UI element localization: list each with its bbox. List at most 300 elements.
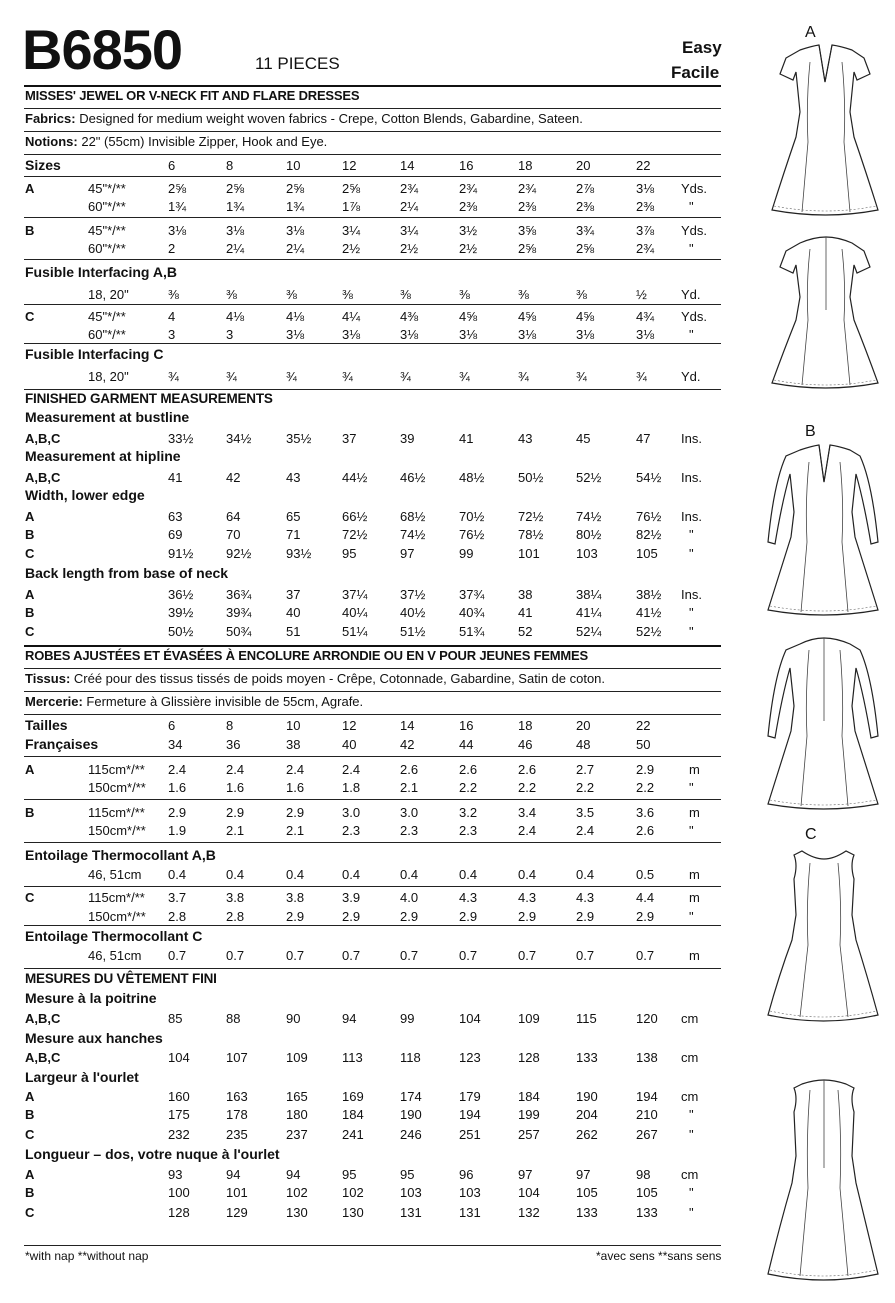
measurement-heading: Back length from base of neck [25, 565, 229, 581]
fr-cell: 2.9 [636, 762, 655, 777]
fr-fin-cell: 103 [459, 1185, 481, 1200]
fr-cell: 2.4 [286, 762, 305, 777]
en-fin-cell: 97 [400, 546, 415, 561]
en-fin-cell: 39¾ [226, 605, 252, 620]
fr-fin-cell: 104 [518, 1185, 540, 1200]
en-fin-cell: 41½ [636, 605, 662, 620]
en-fin-unit: " [689, 605, 694, 620]
en-fin-unit: Ins. [681, 470, 702, 485]
fr-fin-cell: 204 [576, 1107, 598, 1122]
fr-fin-cell: 235 [226, 1127, 248, 1142]
en-cell: 4⅝ [459, 309, 478, 324]
fr-fin-cell: 179 [459, 1089, 481, 1104]
en-fin-cell: 51¾ [459, 624, 485, 639]
en-fin-row-label: A [25, 587, 35, 602]
fr-cell: 0.7 [168, 948, 187, 963]
dress-c-back-illustration [762, 1078, 882, 1284]
measurement-heading: Longueur – dos, votre nuque à l'ourlet [25, 1146, 280, 1162]
en-fin-cell: 41 [518, 605, 533, 620]
fr-fin-cell: 123 [459, 1050, 481, 1065]
en-cell: 3⅛ [226, 223, 245, 238]
fr-fin-cell: 98 [636, 1167, 651, 1182]
fr-fin-unit: " [689, 1107, 694, 1122]
header-rule [24, 85, 721, 87]
fr-cell: 2.2 [459, 780, 478, 795]
fr-fin-cell: 232 [168, 1127, 190, 1142]
en-cell: 4⅜ [400, 309, 419, 324]
fr-unit: " [689, 780, 694, 795]
fr-fin-cell: 133 [576, 1050, 598, 1065]
fr-cell: 3.0 [400, 805, 419, 820]
en-fin-cell: 63 [168, 509, 183, 524]
francaise-header: 38 [286, 737, 301, 752]
en-fin-cell: 80½ [576, 527, 602, 542]
fr-fin-row-label: A,B,C [25, 1050, 61, 1065]
fr-fin-cell: 160 [168, 1089, 190, 1104]
en-fin-cell: 37 [342, 431, 357, 446]
fr-fin-cell: 251 [459, 1127, 481, 1142]
en-cell: 2 [168, 241, 176, 256]
fr-fin-row-label: B [25, 1107, 35, 1122]
en-fin-cell: 50¾ [226, 624, 252, 639]
fr-cell: 2.3 [342, 823, 361, 838]
fr-cell: 0.4 [518, 867, 537, 882]
en-unit: " [689, 199, 694, 214]
fabrics-line [25, 111, 583, 126]
en-fin-cell: 52½ [636, 624, 662, 639]
rule [24, 799, 721, 800]
measurement-heading: Mesure aux hanches [25, 1030, 163, 1046]
fr-unit: " [689, 909, 694, 924]
fr-fin-cell: 105 [636, 1185, 658, 1200]
fr-fin-cell: 118 [400, 1050, 421, 1065]
rule [24, 925, 721, 926]
en-width-label: 60"*/** [88, 199, 126, 214]
fr-unit: m [689, 805, 700, 820]
fr-row-label: A [25, 762, 35, 777]
fr-cell: 0.7 [576, 948, 595, 963]
en-fin-unit: Ins. [681, 509, 702, 524]
en-fin-unit: " [689, 527, 694, 542]
en-cell: 2⅝ [226, 181, 245, 196]
fr-width-label: 46, 51cm [88, 948, 142, 963]
fr-cell: 1.6 [286, 780, 305, 795]
fr-cell: 2.8 [168, 909, 187, 924]
en-cell: ⅜ [576, 287, 587, 302]
fr-fin-cell: 241 [342, 1127, 364, 1142]
fr-cell: 2.2 [518, 780, 537, 795]
en-fin-row-label: A,B,C [25, 431, 61, 446]
fr-fin-cell: 97 [576, 1167, 591, 1182]
en-fin-cell: 70 [226, 527, 241, 542]
en-fin-cell: 47 [636, 431, 651, 446]
fr-cell: 3.5 [576, 805, 595, 820]
fr-width-label: 115cm*/** [88, 762, 145, 777]
mercerie-line [25, 694, 363, 709]
en-cell: 3¼ [342, 223, 361, 238]
fr-fin-cell: 131 [400, 1205, 422, 1220]
en-fin-cell: 52¼ [576, 624, 602, 639]
francaises-label: Françaises [25, 736, 99, 752]
en-fin-cell: 44½ [342, 470, 368, 485]
fr-fin-cell: 130 [342, 1205, 364, 1220]
en-fin-unit: Ins. [681, 587, 702, 602]
fr-width-label: 46, 51cm [88, 867, 142, 882]
en-cell: 2⅝ [576, 241, 595, 256]
en-cell: 3⅛ [286, 223, 305, 238]
en-cell: 4⅝ [576, 309, 595, 324]
en-unit: Yd. [681, 287, 701, 302]
en-width-label: 45"*/** [88, 309, 126, 324]
en-unit: Yds. [681, 223, 708, 238]
fr-cell: 0.4 [400, 867, 419, 882]
section-heading: Entoilage Thermocollant A,B [25, 847, 216, 863]
fr-cell: 2.4 [226, 762, 245, 777]
fr-row-label: B [25, 805, 35, 820]
en-cell: 3⅛ [400, 327, 419, 342]
fabrics-text: Designed for medium weight woven fabrics - Crepe, Cotton Blends, Gabardine, Sateen. [79, 111, 583, 126]
en-fin-cell: 35½ [286, 431, 312, 446]
en-fin-cell: 95 [342, 546, 357, 561]
en-fin-cell: 66½ [342, 509, 368, 524]
fr-fin-cell: 105 [576, 1185, 598, 1200]
en-fin-row-label: B [25, 527, 35, 542]
en-cell: 3⅛ [459, 327, 478, 342]
fr-fin-cell: 94 [342, 1011, 357, 1026]
notions-text: 22" (55cm) Invisible Zipper, Hook and Eye. [81, 134, 328, 149]
en-cell: ¾ [400, 369, 411, 384]
mercerie-text: Fermeture à Glissière invisible de 55cm, Agrafe. [86, 694, 364, 709]
fr-fin-row-label: A [25, 1167, 35, 1182]
size-header: 12 [342, 158, 357, 173]
dress-a-front-illustration [762, 42, 882, 217]
fr-cell: 2.4 [168, 762, 187, 777]
en-row-label: B [25, 223, 35, 238]
fr-cell: 4.3 [518, 890, 537, 905]
taille-header: 18 [518, 718, 533, 733]
fr-fin-cell: 133 [576, 1205, 598, 1220]
en-fin-cell: 48½ [459, 470, 485, 485]
fr-fin-cell: 95 [400, 1167, 415, 1182]
fr-cell: 2.6 [400, 762, 419, 777]
en-row-label: C [25, 309, 35, 324]
en-fin-cell: 78½ [518, 527, 544, 542]
en-fin-cell: 54½ [636, 470, 662, 485]
en-fin-cell: 101 [518, 546, 540, 561]
en-cell: 3 [168, 327, 176, 342]
en-fin-cell: 45 [576, 431, 591, 446]
en-cell: 3⅛ [636, 181, 655, 196]
en-fin-cell: 52 [518, 624, 533, 639]
difficulty-en: Easy [682, 38, 722, 57]
en-fin-row-label: A [25, 509, 35, 524]
en-fin-cell: 36½ [168, 587, 194, 602]
fr-fin-cell: 194 [636, 1089, 658, 1104]
rule [24, 668, 721, 669]
fr-cell: 1.9 [168, 823, 187, 838]
size-header: 18 [518, 158, 533, 173]
fr-cell: 1.6 [168, 780, 187, 795]
fr-cell: 3.2 [459, 805, 478, 820]
rule [24, 259, 721, 260]
en-cell: 2½ [459, 241, 478, 256]
rule [24, 714, 721, 715]
en-fin-cell: 38 [518, 587, 533, 602]
fr-fin-cell: 97 [518, 1167, 533, 1182]
en-fin-cell: 39½ [168, 605, 194, 620]
fr-cell: 2.9 [286, 909, 305, 924]
en-fin-cell: 70½ [459, 509, 485, 524]
en-fin-cell: 72½ [342, 527, 368, 542]
tissus-text: Créé pour des tissus tissés de poids moyen - Crêpe, Cotonnade, Gabardine, Satin de coton. [73, 671, 606, 686]
en-row-label: A [25, 181, 35, 196]
taille-header: 10 [286, 718, 301, 733]
francaise-header: 36 [226, 737, 241, 752]
difficulty-fr: Facile [671, 63, 720, 82]
en-cell: 2¾ [400, 181, 419, 196]
title-en: MISSES' JEWEL OR V-NECK FIT AND FLARE DRESSES [25, 88, 360, 103]
fr-fin-cell: 257 [518, 1127, 540, 1142]
en-cell: 2¼ [400, 199, 419, 214]
fr-fin-cell: 129 [226, 1205, 248, 1220]
fr-fin-cell: 90 [286, 1011, 301, 1026]
en-fin-cell: 105 [636, 546, 658, 561]
rule [24, 108, 721, 109]
en-cell: 3⅛ [286, 327, 305, 342]
en-cell: 2⅜ [459, 199, 478, 214]
en-cell: 3½ [459, 223, 478, 238]
fr-cell: 2.2 [636, 780, 655, 795]
notions-label: Notions: [25, 134, 78, 149]
fr-fin-cell: 104 [459, 1011, 481, 1026]
fr-cell: 0.7 [342, 948, 361, 963]
en-cell: ⅜ [286, 287, 297, 302]
fr-fin-cell: 99 [400, 1011, 415, 1026]
size-header: 10 [286, 158, 301, 173]
fr-fin-row-label: A [25, 1089, 35, 1104]
fr-cell: 1.6 [226, 780, 245, 795]
fr-fin-row-label: B [25, 1185, 35, 1200]
en-fin-cell: 50½ [518, 470, 544, 485]
fr-width-label: 150cm*/** [88, 780, 146, 795]
fr-cell: 3.4 [518, 805, 537, 820]
fr-fin-unit: " [689, 1205, 694, 1220]
taille-header: 20 [576, 718, 591, 733]
en-fin-cell: 43 [286, 470, 301, 485]
fr-fin-row-label: A,B,C [25, 1011, 61, 1026]
fr-fin-cell: 184 [518, 1089, 540, 1104]
fr-cell: 4.0 [400, 890, 419, 905]
fr-cell: 0.7 [636, 948, 655, 963]
fr-cell: 2.9 [636, 909, 655, 924]
pieces-count: 11 PIECES [255, 54, 340, 73]
en-cell: 2⅞ [576, 181, 595, 196]
rule [24, 343, 721, 344]
en-fin-cell: 38½ [636, 587, 662, 602]
fr-cell: 2.4 [518, 823, 537, 838]
fr-cell: 0.7 [226, 948, 245, 963]
notions-line [25, 134, 327, 149]
fr-fin-cell: 210 [636, 1107, 658, 1122]
fr-cell: 2.4 [576, 823, 595, 838]
en-fin-cell: 74½ [576, 509, 602, 524]
en-cell: 2⅜ [636, 199, 655, 214]
fr-fin-cell: 85 [168, 1011, 183, 1026]
fr-cell: 0.7 [286, 948, 305, 963]
en-cell: 2½ [342, 241, 361, 256]
fr-fin-cell: 169 [342, 1089, 364, 1104]
sizes-label: Sizes [25, 157, 61, 173]
footer-nap-note-fr: *avec sens **sans sens [596, 1249, 722, 1263]
fr-fin-cell: 262 [576, 1127, 598, 1142]
en-fin-cell: 91½ [168, 546, 194, 561]
en-width-label: 18, 20" [88, 287, 129, 302]
fr-fin-cell: 190 [400, 1107, 422, 1122]
en-cell: 2⅝ [342, 181, 361, 196]
fr-fin-cell: 128 [518, 1050, 540, 1065]
fr-cell: 3.6 [636, 805, 655, 820]
fr-cell: 2.9 [226, 805, 245, 820]
fr-fin-cell: 165 [286, 1089, 308, 1104]
fr-cell: 0.4 [286, 867, 305, 882]
footer-nap-note-en: *with nap **without nap [25, 1249, 149, 1263]
rule [24, 304, 721, 305]
fr-cell: 2.3 [459, 823, 478, 838]
en-cell: 2⅝ [518, 241, 537, 256]
fr-cell: 3.8 [226, 890, 245, 905]
francaise-header: 42 [400, 737, 415, 752]
en-cell: 1¾ [226, 199, 245, 214]
en-cell: 2¼ [226, 241, 245, 256]
size-header: 20 [576, 158, 591, 173]
fr-cell: 2.9 [168, 805, 187, 820]
taille-header: 6 [168, 718, 176, 733]
fr-fin-cell: 101 [226, 1185, 248, 1200]
fr-fin-cell: 113 [342, 1050, 363, 1065]
fr-fin-cell: 94 [286, 1167, 301, 1182]
en-fin-cell: 41 [168, 470, 183, 485]
measurement-heading: Measurement at bustline [25, 409, 190, 425]
fr-fin-cell: 96 [459, 1167, 474, 1182]
taille-header: 8 [226, 718, 234, 733]
en-fin-cell: 40¼ [342, 605, 368, 620]
fr-cell: 2.7 [576, 762, 595, 777]
size-header: 6 [168, 158, 176, 173]
fr-fin-cell: 133 [636, 1205, 658, 1220]
fr-fin-unit: cm [681, 1167, 699, 1182]
fr-row-label: C [25, 890, 35, 905]
en-width-label: 60"*/** [88, 241, 126, 256]
en-cell: ⅜ [226, 287, 237, 302]
fr-fin-cell: 120 [636, 1011, 658, 1026]
section-heading: Entoilage Thermocollant C [25, 928, 203, 944]
rule [24, 131, 721, 132]
en-cell: ⅜ [459, 287, 470, 302]
en-fin-cell: 72½ [518, 509, 544, 524]
en-width-label: 18, 20" [88, 369, 129, 384]
fr-fin-cell: 246 [400, 1127, 422, 1142]
en-cell: ¾ [286, 369, 297, 384]
en-cell: 2⅜ [576, 199, 595, 214]
en-cell: 2⅜ [518, 199, 537, 214]
fr-cell: 2.6 [518, 762, 537, 777]
fr-fin-cell: 102 [286, 1185, 308, 1200]
fr-cell: 1.8 [342, 780, 361, 795]
fr-fin-cell: 131 [459, 1205, 481, 1220]
en-cell: 3⅛ [576, 327, 595, 342]
taille-header: 16 [459, 718, 474, 733]
dress-c-front-illustration [762, 845, 882, 1025]
en-fin-row-label: C [25, 624, 35, 639]
fr-cell: 2.9 [518, 909, 537, 924]
fr-fin-cell: 184 [342, 1107, 364, 1122]
francaise-header: 48 [576, 737, 591, 752]
fr-cell: 0.4 [459, 867, 478, 882]
francaise-header: 44 [459, 737, 474, 752]
rule [24, 389, 721, 390]
fr-cell: 4.3 [576, 890, 595, 905]
fr-fin-cell: 103 [400, 1185, 422, 1200]
en-fin-cell: 52½ [576, 470, 602, 485]
en-fin-cell: 33½ [168, 431, 194, 446]
fr-cell: 0.4 [168, 867, 187, 882]
fr-fin-cell: 132 [518, 1205, 540, 1220]
fr-cell: 0.7 [459, 948, 478, 963]
en-fin-cell: 39 [400, 431, 415, 446]
fr-fin-cell: 128 [168, 1205, 190, 1220]
measurement-heading: Largeur à l'ourlet [25, 1069, 139, 1085]
en-cell: 2¾ [636, 241, 655, 256]
en-fin-cell: 41¼ [576, 605, 602, 620]
en-fin-cell: 34½ [226, 431, 252, 446]
francaise-header: 50 [636, 737, 651, 752]
pattern-number: B6850 [22, 18, 183, 81]
francaise-header: 34 [168, 737, 183, 752]
fr-fin-cell: 194 [459, 1107, 481, 1122]
fr-fin-cell: 115 [576, 1011, 597, 1026]
fr-fin-cell: 138 [636, 1050, 658, 1065]
fr-fin-cell: 93 [168, 1167, 183, 1182]
fr-unit: " [689, 823, 694, 838]
en-cell: 2¾ [518, 181, 537, 196]
francaise-header: 40 [342, 737, 357, 752]
en-cell: 2¼ [286, 241, 305, 256]
fr-fin-cell: 107 [226, 1050, 248, 1065]
en-unit: Yds. [681, 181, 708, 196]
fr-fin-cell: 100 [168, 1185, 190, 1200]
size-header: 14 [400, 158, 415, 173]
fr-fin-cell: 163 [226, 1089, 248, 1104]
fr-fin-unit: cm [681, 1050, 699, 1065]
measurement-heading: Width, lower edge [25, 487, 145, 503]
en-fin-cell: 64 [226, 509, 241, 524]
fr-fin-unit: " [689, 1185, 694, 1200]
en-cell: ¾ [636, 369, 647, 384]
en-cell: 3⅛ [518, 327, 537, 342]
fr-fin-unit: cm [681, 1089, 699, 1104]
en-fin-cell: 36¾ [226, 587, 252, 602]
fr-cell: 2.3 [400, 823, 419, 838]
en-width-label: 45"*/** [88, 223, 126, 238]
en-fin-cell: 40½ [400, 605, 426, 620]
fr-width-label: 150cm*/** [88, 909, 146, 924]
en-cell: 2½ [400, 241, 419, 256]
en-fin-cell: 65 [286, 509, 301, 524]
en-fin-cell: 37 [286, 587, 301, 602]
fr-cell: 3.9 [342, 890, 361, 905]
tailles-label: Tailles [25, 717, 68, 733]
en-cell: 4⅛ [286, 309, 305, 324]
